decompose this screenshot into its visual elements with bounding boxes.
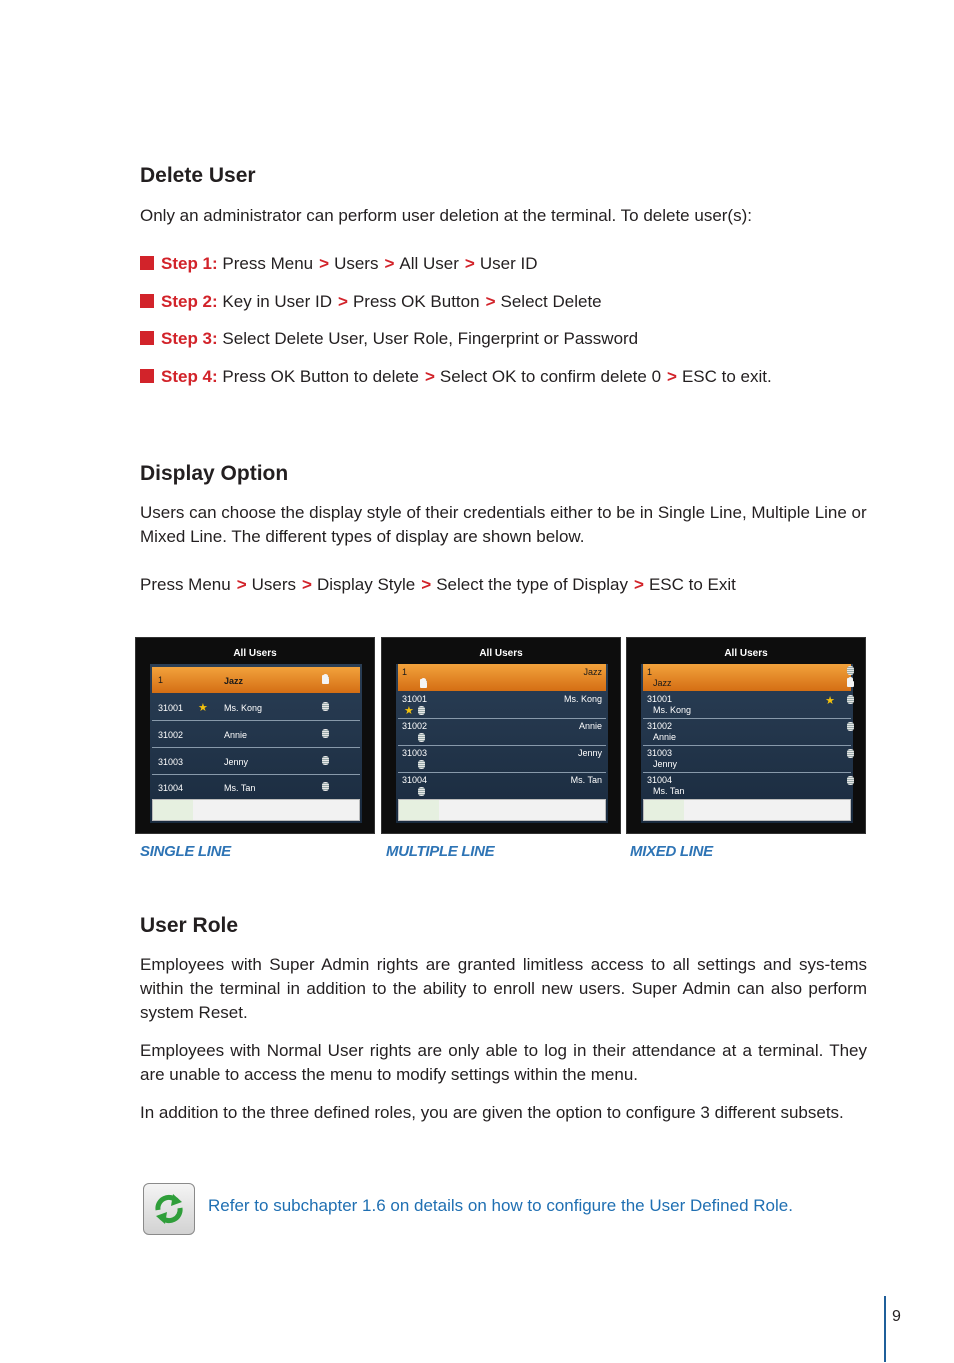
page-divider [884,1296,886,1362]
user-row [643,746,851,773]
page-number: 9 [892,1308,901,1325]
step-2 [140,290,602,314]
user-row [398,719,606,746]
user-role-paragraph: Employees with Normal User rights are only able to log in their attendance at a terminal. They are unable to access the menu to modify settings within the menu. [140,1041,867,1084]
path-text: Press Menu [140,575,231,594]
user-row [152,694,360,721]
bullet-square-icon [140,369,154,383]
user-name: Ms. Kong [653,705,692,715]
lock-icon [322,678,329,684]
user-name: Jenny [577,748,602,758]
user-id: 31002 [647,721,673,731]
fingerprint-icon [418,733,425,742]
user-name: Jazz [583,667,602,677]
step-label: Step 3: [161,329,218,348]
step-text: ESC to exit. [681,367,772,386]
lock-icon [847,681,854,687]
step-text: Select Delete [500,292,602,311]
user-role-paragraph: In addition to the three defined roles, you are given the option to configure 3 different subsets. [140,1103,844,1122]
user-role-paragraph: Employees with Super Admin rights are granted limitless access to all settings and sys-tems within the terminal in addition to the ability to enroll new users. Super Admin can also perform system Reset. [140,955,867,1022]
separator: > [634,575,644,594]
user-row [398,692,606,719]
fingerprint-icon [847,695,854,704]
fingerprint-icon [322,729,329,738]
fingerprint-icon [847,722,854,731]
user-id: 31004 [647,775,673,785]
user-id: 31003 [158,757,184,767]
user-name: Annie [578,721,602,731]
delete-user-intro: Only an administrator can perform user deletion at the terminal. To delete user(s): [140,206,752,225]
separator: > [338,292,348,311]
user-id: 31002 [402,721,428,731]
user-row [643,719,851,746]
fingerprint-icon [847,666,854,675]
user-role-heading: User Role [140,914,239,937]
user-name: Ms. Tan [653,786,685,796]
step-text: Press Menu [222,254,314,273]
separator: > [384,254,395,273]
user-id: 1 [402,667,408,677]
input-bar [398,799,606,821]
user-id: 31001 [402,694,428,704]
user-row [152,667,360,693]
screen-title: All Users [233,648,277,659]
bullet-square-icon [140,294,154,308]
separator: > [319,254,330,273]
user-list [641,664,853,823]
fingerprint-icon [322,702,329,711]
user-name: Jazz [224,676,244,686]
fingerprint-icon [418,760,425,769]
separator: > [302,575,312,594]
path-text: Users [251,575,297,594]
user-name: Annie [653,732,677,742]
user-row [643,664,851,691]
user-name: Annie [224,730,248,740]
user-id: 31003 [647,748,673,758]
user-row [152,721,360,748]
user-name: Ms. Kong [224,703,263,713]
separator: > [485,292,496,311]
refresh-icon [143,1183,195,1235]
user-row [643,692,851,719]
step-text: User ID [479,254,538,273]
star-icon: ★ [198,702,208,714]
user-id: 31003 [402,748,428,758]
user-id: 1 [158,675,164,685]
screen-title: All Users [479,648,523,659]
user-list [396,664,608,823]
input-bar [152,799,360,821]
user-row [643,773,851,800]
user-id: 31004 [158,783,184,793]
fingerprint-icon [847,749,854,758]
step-label: Step 1: [161,254,218,273]
fingerprint-icon [847,776,854,785]
star-icon: ★ [404,705,414,717]
delete-user-heading: Delete User [140,164,256,187]
user-list [150,664,362,823]
user-id: 31002 [158,730,184,740]
display-style-path [140,573,736,597]
separator: > [667,367,677,386]
path-text: Select the type of Display [436,575,629,594]
path-text: Display Style [316,575,416,594]
separator: > [421,575,432,594]
user-row [152,748,360,775]
fingerprint-icon [322,756,329,765]
separator: > [424,367,435,386]
separator: > [236,575,247,594]
step-text: All User [399,254,459,273]
user-row [398,664,606,691]
display-option-body: Users can choose the display style of their credentials either to be in Single Line, Multiple Line or Mixed Line. The different types of display are shown below. [140,503,867,546]
step-text: Select OK to confirm delete 0 [439,367,662,386]
caption-mixed-line: MIXED LINE [630,843,713,860]
step-text: Select Delete User, User Role, Fingerprint or Password [222,329,639,348]
user-id: 31001 [647,694,673,704]
step-3 [140,327,638,351]
step-text: Users [334,254,379,273]
caption-single-line: SINGLE LINE [140,843,231,860]
bullet-square-icon [140,256,154,270]
step-text: Press OK Button to delete [222,367,419,386]
step-text: Press OK Button [352,292,480,311]
fingerprint-icon [322,782,329,791]
user-row [398,773,606,800]
mixed-line-screen [626,637,866,834]
user-name: Ms. Tan [224,783,256,793]
user-name: Jazz [653,678,672,688]
note-text: Refer to subchapter 1.6 on details on how to configure the User Defined Role. [208,1196,793,1215]
screen-title: All Users [724,648,768,659]
multiple-line-screen [381,637,621,834]
user-name: Ms. Kong [563,694,602,704]
user-name: Jenny [224,757,249,767]
user-row [152,775,360,802]
step-4 [140,365,772,389]
path-text: ESC to Exit [648,575,736,594]
separator: > [464,254,475,273]
lock-icon [420,682,427,688]
user-row [398,746,606,773]
step-text: Key in User ID [222,292,333,311]
fingerprint-icon [418,787,425,796]
step-1 [140,252,537,276]
user-id: 31004 [402,775,428,785]
step-label: Step 4: [161,367,218,386]
bullet-square-icon [140,331,154,345]
display-option-heading: Display Option [140,462,289,485]
input-bar [643,799,851,821]
user-id: 1 [647,667,653,677]
star-icon: ★ [825,695,835,707]
step-label: Step 2: [161,292,218,311]
user-id: 31001 [158,703,184,713]
user-name: Ms. Tan [570,775,602,785]
fingerprint-icon [418,706,425,715]
user-name: Jenny [653,759,678,769]
single-line-screen [135,637,375,834]
caption-multiple-line: MULTIPLE LINE [386,843,495,860]
